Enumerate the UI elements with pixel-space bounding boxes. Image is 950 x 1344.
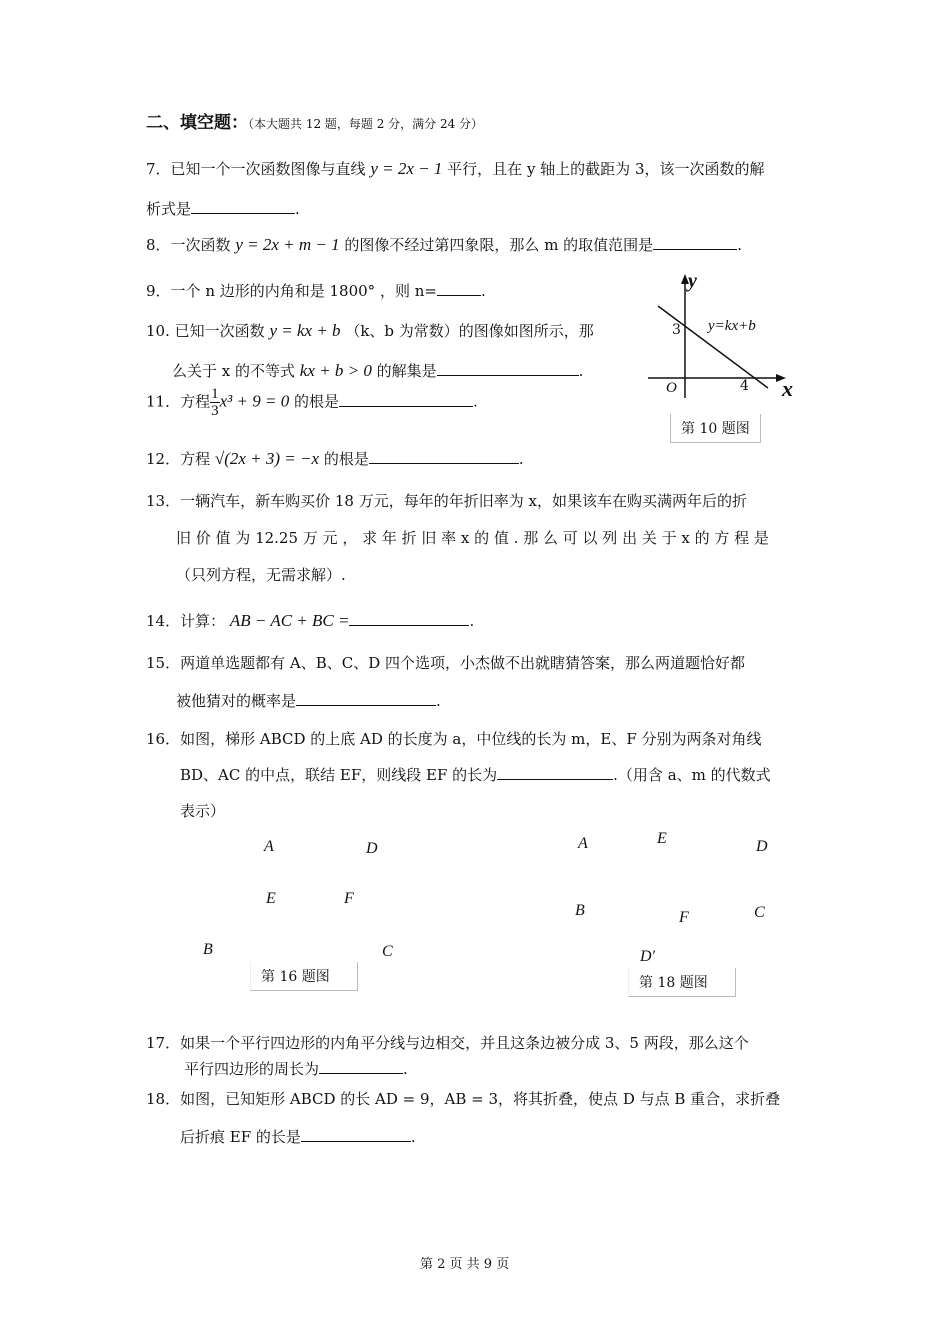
question-15-line2 [176, 690, 441, 711]
question-12 [146, 448, 524, 469]
page-footer: 第 2 页 共 9 页 [420, 1257, 510, 1272]
q17-line1: 如果一个平行四边形的内角平分线与边相交，并且这条边被分成 3、5 两段，那么这个 [180, 1034, 749, 1052]
question-13-line2: 旧 价 值 为 12.25 万 元 ， 求 年 折 旧 率 x 的 值 . 那 么 可 以 列 出 关 于 x 的 方 程 是 [176, 529, 769, 547]
q8-number: 8． [146, 236, 171, 254]
question-17 [146, 1032, 749, 1053]
fig18-label-a: A [578, 835, 588, 852]
q13-number: 13． [146, 492, 181, 510]
q7-math: y = 2x − 1 [370, 159, 443, 178]
q16-answer-blank[interactable] [497, 765, 613, 780]
question-10-cont [172, 360, 583, 381]
question-18-line2 [180, 1126, 416, 1147]
q11-math: x³ + 9 = 0 [219, 391, 290, 411]
q18-line2-text: 后折痕 EF 的长是 [180, 1128, 301, 1146]
fig18-label-f: F [679, 909, 689, 926]
question-9 [146, 280, 486, 301]
q10-math2: kx + b > 0 [299, 361, 372, 380]
fig10-x-intercept: 4 [740, 378, 749, 394]
fig16-label-f: F [344, 890, 354, 907]
q12-number: 12． [146, 450, 181, 468]
q10-text-d: 的解集是 [376, 362, 437, 380]
q17-end: . [403, 1060, 408, 1078]
q15-answer-blank[interactable] [296, 691, 436, 706]
question-14 [146, 610, 474, 631]
section-note: （本大题共 12 题，每题 2 分，满分 24 分） [248, 117, 484, 131]
q10-math: y = kx + b [269, 321, 341, 340]
q18-answer-blank[interactable] [301, 1127, 411, 1142]
q11-end: . [473, 392, 478, 411]
q11-frac-den: 3 [211, 403, 219, 419]
question-17-line2 [184, 1058, 408, 1079]
q12-answer-blank[interactable] [369, 449, 519, 464]
fig10-origin: O [666, 380, 677, 396]
q11-fraction [210, 386, 220, 419]
section-title: 二、填空题： [146, 113, 248, 133]
fig16-label-b: B [203, 941, 213, 958]
q10-number: 10. [146, 322, 170, 340]
q16-line2a: BD、AC 的中点，联结 EF，则线段 EF 的长为 [180, 766, 498, 784]
q18-end: . [410, 1128, 416, 1146]
q7-text-b: 平行，且在 y 轴上的截距为 3，该一次函数的解 [447, 160, 765, 178]
q8-answer-blank[interactable] [653, 235, 737, 250]
section-header [146, 108, 483, 133]
fig10-y-label: y [688, 270, 697, 292]
q17-line2-text: 平行四边形的周长为 [184, 1060, 320, 1078]
q10-end: . [578, 362, 584, 380]
q8-text-a: 一次函数 [170, 236, 231, 254]
question-16-line2 [180, 764, 771, 785]
fig16-label-a: A [264, 838, 274, 855]
fig16-label-c: C [382, 943, 393, 960]
question-13 [146, 490, 747, 511]
q14-number: 14． [146, 612, 181, 630]
question-16-line3: 表示） [180, 802, 226, 820]
fig18-label-d-prime: D′ [640, 948, 656, 965]
q18-number: 18． [146, 1090, 181, 1108]
q14-answer-blank[interactable] [349, 611, 469, 626]
fig18-caption: 第 18 题图 [628, 968, 736, 997]
q12-end: . [518, 450, 524, 468]
fig10-caption: 第 10 题图 [670, 414, 761, 443]
q8-math: y = 2x + m − 1 [235, 235, 340, 254]
q18-line1: 如图，已知矩形 ABCD 的长 AD = 9，AB = 3，将其折叠，使点 D 与点 B 重合，求折叠 [180, 1090, 781, 1108]
q15-line2-text: 被他猜对的概率是 [176, 692, 297, 710]
q9-text: 一个 n 边形的内角和是 1800° ，则 n= [170, 282, 437, 300]
q16-number: 16． [146, 730, 181, 748]
q11-text-b: 的根是 [293, 392, 339, 411]
q14-text-a: 计算： [180, 612, 226, 630]
q7-answer-blank[interactable] [191, 199, 295, 214]
q10-text-a: 已知一次函数 [174, 322, 265, 340]
q9-number: 9． [146, 282, 171, 300]
q11-frac-num: 1 [211, 386, 219, 402]
fig16-label-e: E [266, 890, 276, 907]
q7-text-c: 析式是 [146, 200, 192, 218]
q12-text-b: 的根是 [323, 450, 369, 468]
fig18-label-b: B [575, 902, 585, 919]
q13-line1: 一辆汽车，新车购买价 18 万元，每年的年折旧率为 x，如果该车在购买满两年后的折 [180, 492, 747, 510]
question-16 [146, 728, 762, 749]
q14-end: . [469, 612, 475, 630]
question-13-line3: （只列方程，无需求解）. [176, 566, 346, 584]
q17-answer-blank[interactable] [319, 1059, 403, 1074]
question-7-cont [146, 198, 300, 219]
fig10-line-label: y=kx+b [708, 318, 756, 334]
q10-answer-blank[interactable] [437, 361, 579, 376]
q7-end: . [295, 200, 300, 218]
question-7 [146, 158, 765, 179]
q11-answer-blank[interactable] [339, 392, 473, 407]
q16-line2b: .（用含 a、m 的代数式 [613, 766, 771, 784]
q14-math: AB − AC + BC = [229, 611, 350, 630]
question-15 [146, 652, 745, 673]
q9-answer-blank[interactable] [437, 281, 481, 296]
q15-end: . [436, 692, 441, 710]
q9-end: . [480, 282, 486, 300]
q17-number: 17． [146, 1034, 181, 1052]
q12-text-a: 方程 [180, 450, 211, 468]
q12-math: √(2x + 3) = −x [214, 449, 320, 468]
question-10 [146, 320, 594, 341]
q11-number: 11． [146, 392, 181, 411]
fig18-label-d: D [756, 838, 768, 855]
fig18-label-e: E [657, 830, 667, 847]
q7-number: 7． [146, 160, 171, 178]
q7-text-a: 已知一个一次函数图像与直线 [170, 160, 366, 178]
fig10-x-label: x [782, 376, 793, 401]
fig16-caption: 第 16 题图 [250, 962, 358, 991]
q8-text-b: 的图像不经过第四象限，那么 m 的取值范围是 [344, 236, 654, 254]
q15-number: 15． [146, 654, 181, 672]
q10-text-b: （k、b 为常数）的图像如图所示，那 [345, 322, 594, 340]
fig18-label-c: C [754, 904, 765, 921]
question-8 [146, 234, 742, 255]
q10-text-c: 么关于 x 的不等式 [172, 362, 295, 380]
question-11 [146, 386, 478, 419]
q15-line1: 两道单选题都有 A、B、C、D 四个选项，小杰做不出就瞎猜答案，那么两道题恰好都 [180, 654, 745, 672]
fig10-y-intercept: 3 [672, 322, 681, 338]
fig16-label-d: D [366, 840, 378, 857]
question-18 [146, 1088, 780, 1109]
q16-line1: 如图，梯形 ABCD 的上底 AD 的长度为 a，中位线的长为 m，E、F 分别为两条对角线 [180, 730, 762, 748]
q11-text-a: 方程 [180, 392, 211, 411]
q8-end: . [737, 236, 742, 254]
